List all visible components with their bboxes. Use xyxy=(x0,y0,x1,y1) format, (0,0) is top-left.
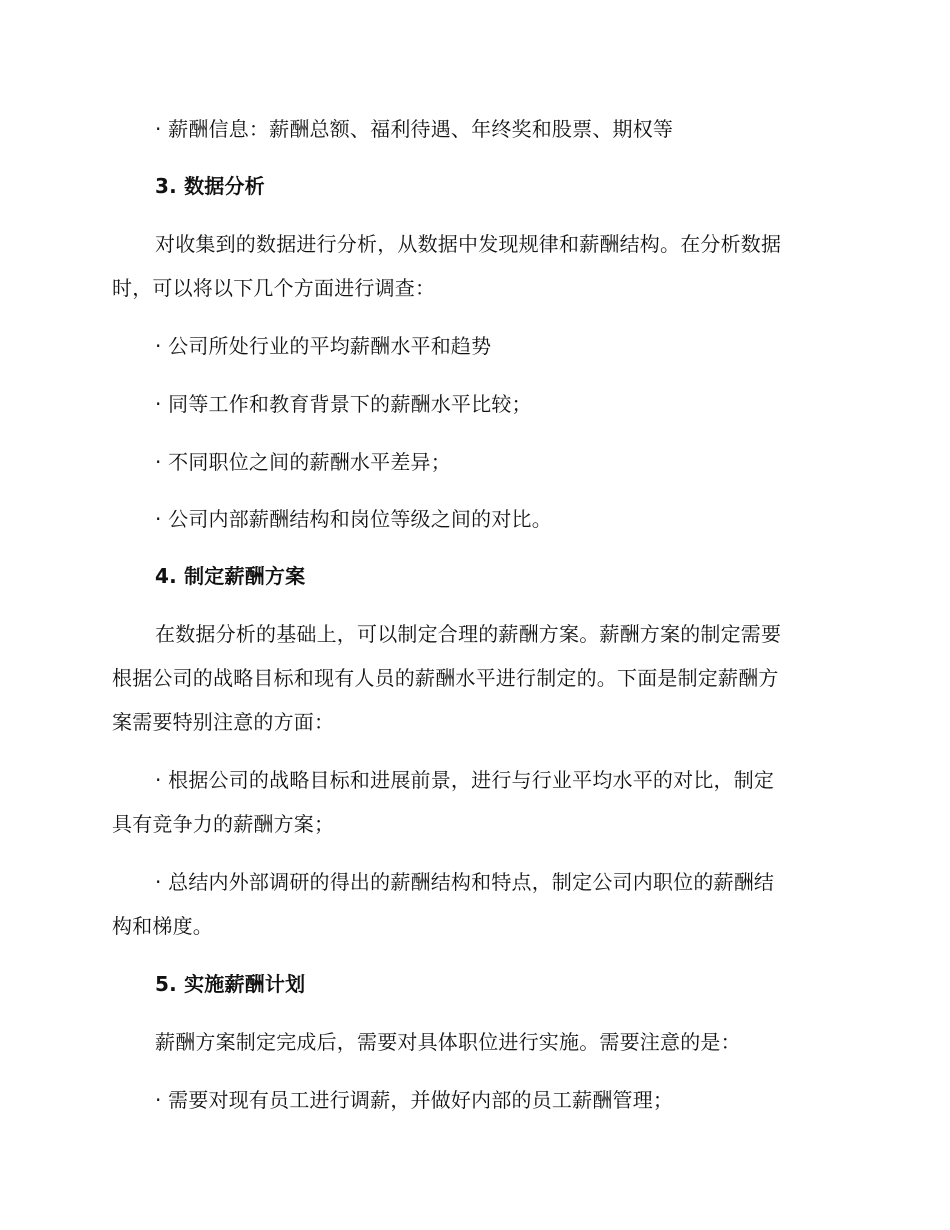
paragraph-line: 薪酬方案制定完成后，需要对具体职位进行实施。需要注意的是： xyxy=(155,1030,741,1054)
bullet-item-continuation: 构和梯度。 xyxy=(112,914,213,938)
bullet-item: · 同等工作和教育背景下的薪酬水平比较； xyxy=(155,392,532,416)
bullet-item: · 公司内部薪酬结构和岗位等级之间的对比。 xyxy=(155,507,552,531)
section-heading-data-analysis: 3. 数据分析 xyxy=(155,174,265,198)
bullet-item-continuation: 具有竞争力的薪酬方案； xyxy=(112,812,335,836)
paragraph-line: 案需要特别注意的方面： xyxy=(112,710,335,734)
bullet-item: · 需要对现有员工进行调薪，并做好内部的员工薪酬管理； xyxy=(155,1088,674,1112)
paragraph-line: 对收集到的数据进行分析，从数据中发现规律和薪酬结构。在分析数据 xyxy=(155,232,782,256)
bullet-item: · 总结内外部调研的得出的薪酬结构和特点，制定公司内职位的薪酬结 xyxy=(155,870,775,894)
bullet-item: · 根据公司的战略目标和进展前景，进行与行业平均水平的对比，制定 xyxy=(155,768,775,792)
section-heading-salary-plan: 4. 制定薪酬方案 xyxy=(155,564,306,588)
paragraph-line: 时，可以将以下几个方面进行调查： xyxy=(112,276,436,300)
paragraph-line: 在数据分析的基础上，可以制定合理的薪酬方案。薪酬方案的制定需要 xyxy=(155,622,782,646)
paragraph-line: 根据公司的战略目标和现有人员的薪酬水平进行制定的。下面是制定薪酬方 xyxy=(112,666,779,690)
bullet-salary-info: · 薪酬信息：薪酬总额、福利待遇、年终奖和股票、期权等 xyxy=(155,117,674,141)
bullet-item: · 公司所处行业的平均薪酬水平和趋势 xyxy=(155,334,492,358)
section-heading-implement-plan: 5. 实施薪酬计划 xyxy=(155,972,306,996)
bullet-item: · 不同职位之间的薪酬水平差异； xyxy=(155,450,451,474)
